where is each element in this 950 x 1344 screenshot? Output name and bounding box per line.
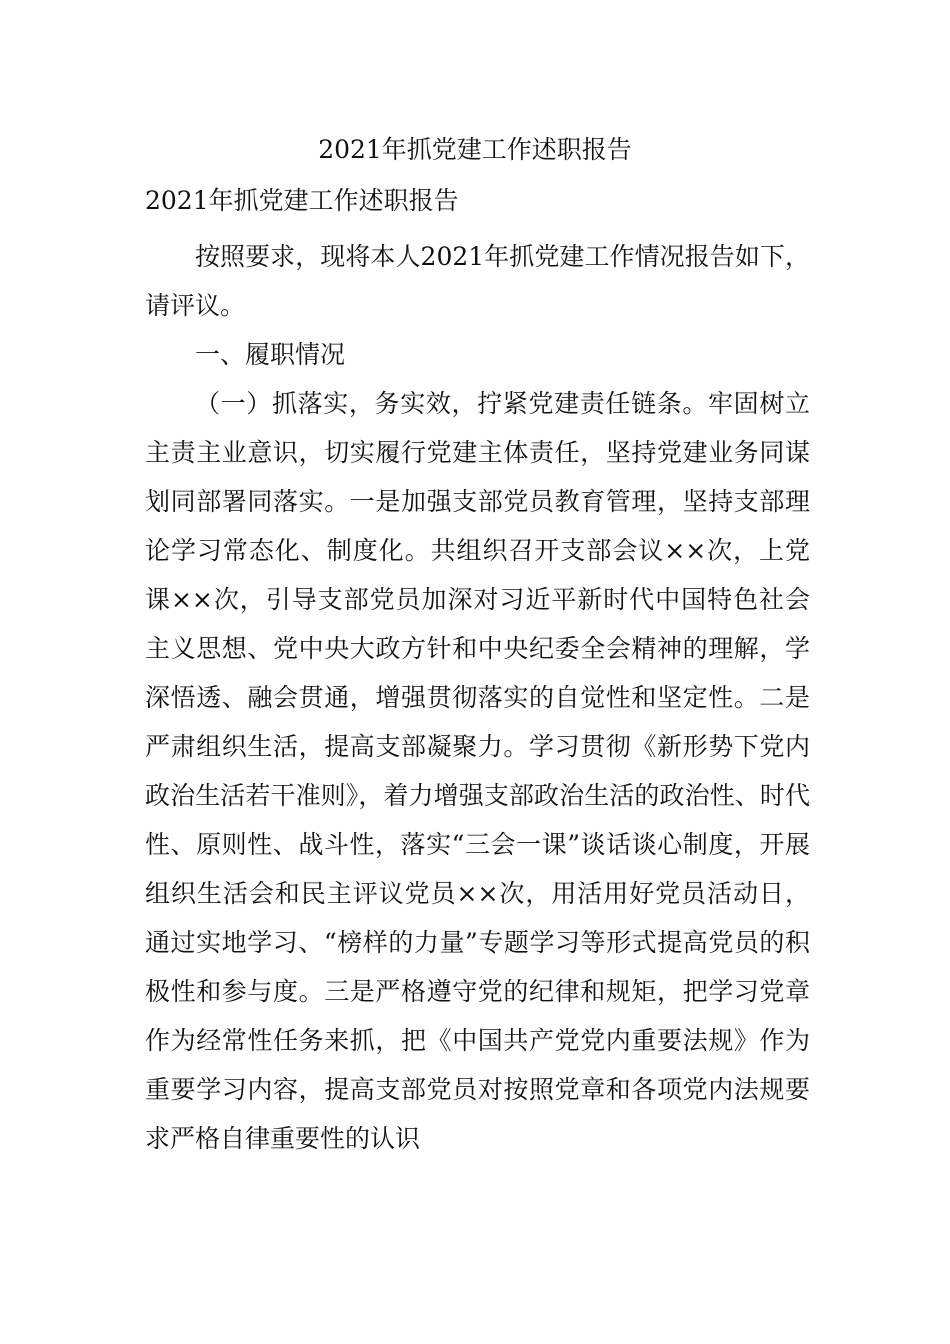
section-heading: 一、履职情况 [195, 340, 346, 369]
document-subtitle: 2021年抓党建工作述职报告 [145, 186, 459, 215]
paragraph-section-1: （一）抓落实，务实效，拧紧党建责任链条。牢固树立主责主业意识，切实履行党建主体责任，坚持党建业务同谋划同部署同落实。一是加强支部党员教育管理，坚持支部理论学习常态化、制度化。共组织召开支部会议××次，上党课××次，引导支部党员加深对习近平新时代中国特色社会主义思想、党中央大政方针和中央纪委全会精神的理解，学深悟透、融会贯通，增强贯彻落实的自觉性和坚定性。二是严肃组织生活，提高支部凝聚力。学习贯彻《新形势下党内政治生活若干准则》，着力增强支部政治生活的政治性、时代性、原则性、战斗性，落实“三会一课”谈话谈心制度，开展组织生活会和民主评议党员××次，用活用好党员活动日，通过实地学习、“榜样的力量”专题学习等形式提高党员的积极性和参与度。三是严格遵守党的纪律和规矩，把学习党章作为经常性任务来抓，把《中国共产党党内重要法规》作为重要学习内容，提高支部党员对按照党章和各项党内法规要求严格自律重要性的认识 [145, 389, 810, 1153]
document-body [145, 232, 810, 1163]
paragraph-intro: 按照要求，现将本人2021年抓党建工作情况报告如下，请评议。 [145, 242, 810, 320]
document-title: 2021年抓党建工作述职报告 [318, 135, 632, 164]
